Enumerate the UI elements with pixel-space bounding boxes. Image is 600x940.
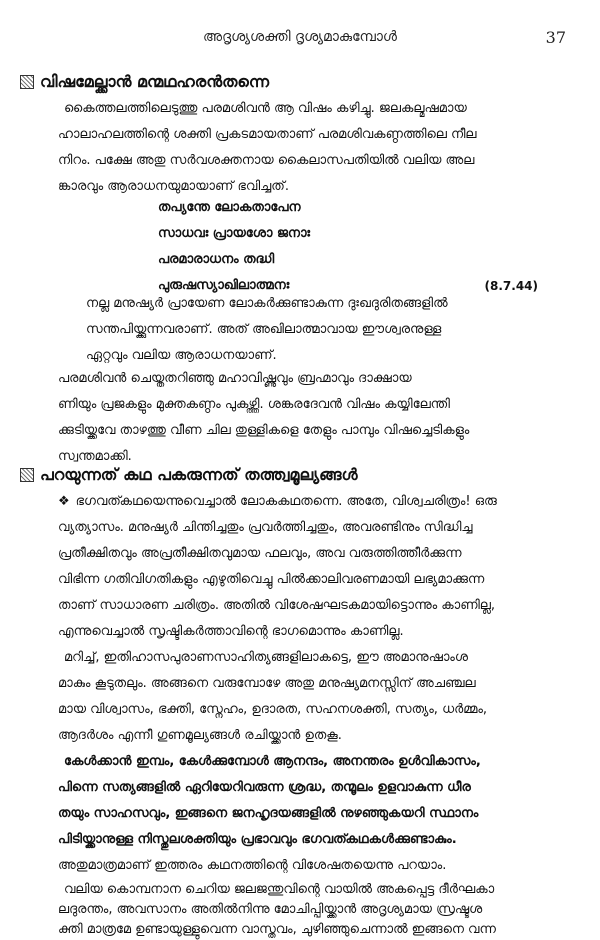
hatched-square-icon — [20, 75, 34, 89]
text-line: ക്കുടിയ്ക്കവേ താഴത്തു വീണ ചില തുള്ളികളെ തേളും പാമ്പും വിഷച്ചെടികളും — [58, 423, 470, 438]
diamond-bullet-icon: ❖ — [58, 494, 70, 509]
text-line: തയും സാഹസവും, ഇങ്ങനെ ജനഹൃദയങ്ങളിൽ നുഴഞ്ഞുകയറി സ്ഥാനം — [58, 806, 479, 821]
text-line: നിറം. പക്ഷേ അതു സർവശക്തനായ കൈലാസപതിയിൽ വലിയ അല — [58, 153, 475, 168]
text-line: മറിച്ച്, ഇതിഹാസപുരാണസാഹിത്യങ്ങളിലാകട്ടെ, ഈ അമാനുഷാംശ — [64, 650, 468, 665]
paragraph — [58, 880, 576, 940]
bold-paragraph — [58, 749, 576, 853]
text-line: വ്യത്യാസം. മനുഷ്യർ ചിന്തിച്ചതും പ്രവർത്തിച്ചതും, അവരണ്ടിനും സിദ്ധിച്ച — [58, 520, 473, 535]
verse-line: സാധവഃ പ്രായശോ ജനാഃ — [158, 226, 311, 241]
verse-reference: (8.7.44) — [484, 279, 538, 293]
running-title: അദൃശ്യശക്തി ദൃശ്യമാകുമ്പോൾ — [203, 29, 397, 45]
text-line: പിടിയ്ക്കാനുള്ള നിസ്തുലശക്തിയും പ്രഭാവവും ഭഗവത്കഥകൾക്കുണ്ടാകും. — [58, 832, 457, 847]
text-line: പരമശിവൻ ചെയ്തതറിഞ്ഞു മഹാവിഷ്ണുവും ബ്രഹ്മാവും ദാക്ഷായ — [58, 371, 412, 386]
text-line: ആദർശം എന്നീ ഗുണമൂല്യങ്ങൾ രചിയ്ക്കാൻ ഉതകൂ. — [58, 728, 342, 743]
sanskrit-verse — [158, 195, 538, 299]
text-line: അതുമാത്രമാണ് ഇത്തരം കഥനത്തിന്റെ വിശേഷതയെന്നു പറയാം. — [58, 858, 447, 873]
verse-meaning — [86, 291, 576, 369]
text-line: മായ വിശ്വാസം, ഭക്തി, സ്നേഹം, ഉദാരത, സഹനശക്തി, സത്യം, ധർമ്മം, — [58, 702, 488, 717]
text-line-content: ഭഗവത്കഥയെന്നുവെച്ചാൽ ലോകകഥതന്നെ. അതേ, വിശ്വചരിത്രം! ഒരു — [75, 494, 497, 509]
text-line: ങ്കാരവും ആരാധനയുമായാണ് ഭവിച്ചത്. — [58, 179, 289, 194]
paragraph — [58, 489, 576, 645]
text-line: ഹാലാഹലത്തിന്റെ ശക്തി പ്രകടമായതാണ് പരമശിവകണ്ഠത്തിലെ നീല — [58, 127, 477, 142]
text-line: വിഭിന്ന ഗതിവിഗതികളും എഴുതിവെച്ചു പിൽക്കാലിവരണമായി ലഭ്യമാക്കുന്ന — [58, 572, 485, 587]
text-line: നല്ല മനുഷ്യർ പ്രായേണ ലോകർക്കുണ്ടാകുന്ന ദുഃഖദുരിതങ്ങളിൽ — [86, 296, 448, 311]
text-line: ണിയും പ്രജകളും മുക്തകണ്ഠം പുകഴ്ത്തി. ശങ്കരദേവൻ വിഷം കയ്യിലേന്തി — [58, 397, 450, 412]
text-line: എന്നുവെച്ചാൽ സൃഷ്ടികർത്താവിന്റെ ഭാഗമൊന്നും കാണില്ല. — [58, 624, 404, 639]
paragraph — [58, 853, 576, 879]
text-line: വലിയ കൊമ്പനാന ചെറിയ ജലജന്തുവിന്റെ വായിൽ അകപ്പെട്ട ദീർഘകാ — [64, 882, 495, 897]
text-line — [58, 489, 576, 515]
section-heading-text: പറയുന്നത് കഥ പകരുന്നത് തത്ത്വമൂല്യങ്ങൾ — [40, 465, 358, 484]
text-line: കൈത്തലത്തിലെടുത്തു പരമശിവൻ ആ വിഷം കഴിച്ചു. ജലകല്മഷമായ — [64, 101, 467, 116]
text-line: സന്തപിയ്ക്കുന്നവരാണ്. അത് അഖിലാത്മാവായ ഈശ്വരനുള്ള — [86, 322, 442, 337]
section-heading-2 — [20, 462, 358, 488]
page-number: 37 — [545, 28, 566, 47]
paragraph — [58, 96, 576, 200]
text-line: പിന്നെ സത്യങ്ങളിൽ ഏറിയേറിവരുന്ന ശ്രദ്ധ, തന്മൂലം ഉളവാകുന്ന ധീര — [58, 780, 471, 795]
text-line: സ്വന്തമാക്കി. — [58, 449, 132, 464]
running-header — [0, 27, 600, 53]
text-line: മാകും കൂടുതലും. അങ്ങനെ വരുമ്പോഴേ അതു മനുഷ്യമനസ്സിന് അചഞ്ചല — [58, 676, 476, 691]
verse-line-text: പുരുഷസ്യാഖിലാത്മനഃ — [158, 278, 290, 293]
paragraph — [58, 645, 576, 749]
section-heading-1 — [20, 69, 269, 95]
verse-line: പരമാരാധനം തദ്ധി — [158, 252, 275, 267]
text-line: ലദുരന്തം, അവസാനം അതിൽനിന്നു മോചിപ്പിയ്ക്കാൻ അദൃശ്യമായ സ്രഷ്ടൃശ — [58, 902, 483, 917]
verse-line: തപ്യന്തേ ലോകതാപേന — [158, 200, 301, 215]
text-line: കേൾക്കാൻ ഇമ്പം, കേൾക്കുമ്പോൾ ആനന്ദം, അനന്തരം ഉൾവികാസം, — [64, 754, 481, 769]
text-line: ഏറ്റവും വലിയ ആരാധനയാണ്. — [86, 348, 277, 363]
section-heading-text: വിഷമേല്ക്കാൻ മന്മഥഹരൻതന്നെ — [40, 72, 270, 91]
text-line: ക്തി മാത്രമേ ഉണ്ടായുള്ളുവെന്ന വാസ്തവം, ചുഴിഞ്ഞുചെന്നാൽ ഇങ്ങനെ വന്ന — [58, 922, 496, 937]
text-line: പ്രതീക്ഷിതവും അപ്രതീക്ഷിതവുമായ ഫലവും, അവ വരുത്തിത്തീർക്കുന്ന — [58, 546, 462, 561]
hatched-square-icon — [20, 468, 34, 482]
text-line: താണ് സാധാരണ ചരിത്രം. അതിൽ വിശേഷഘടകമായിട്ടൊന്നും കാണില്ല, — [58, 598, 496, 613]
paragraph — [58, 366, 576, 470]
